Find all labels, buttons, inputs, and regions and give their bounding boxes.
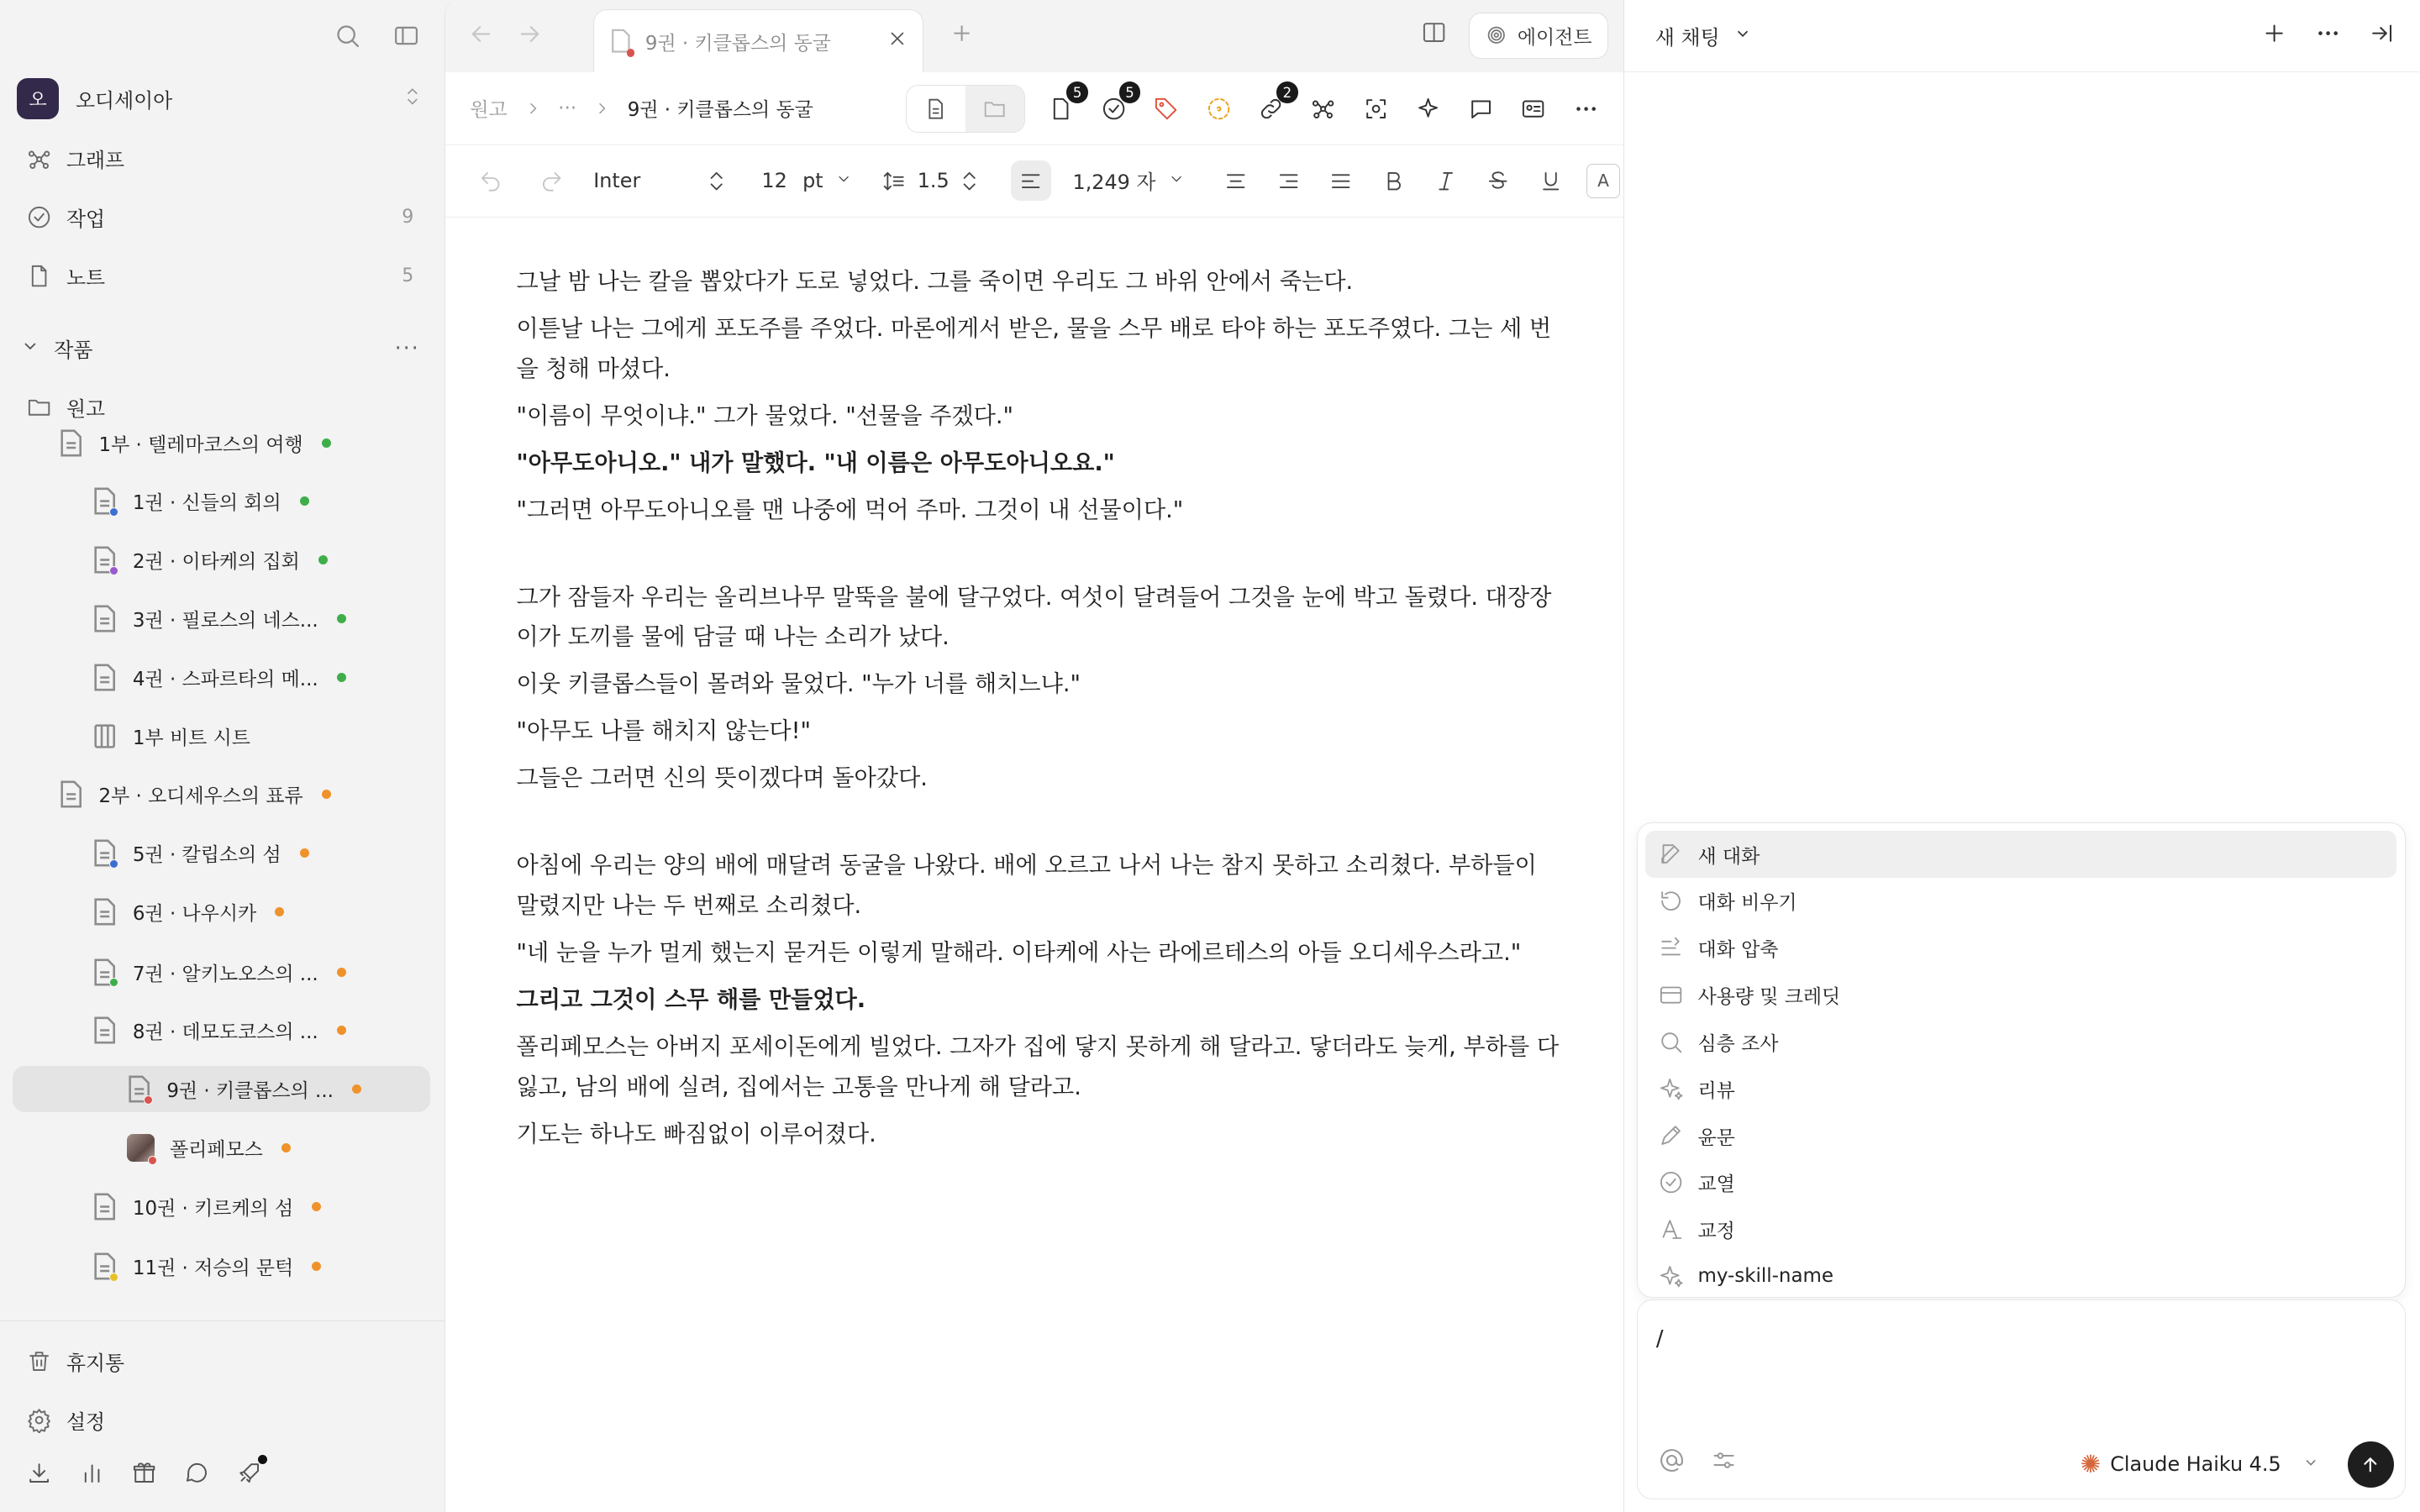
tree-item[interactable]	[92, 830, 413, 876]
italic-icon[interactable]	[1426, 160, 1466, 201]
tree-item-label: 9권 · 키클롭스의 ...	[166, 1080, 334, 1103]
chat-bubble-icon[interactable]	[184, 1460, 210, 1492]
nav-notes[interactable]	[26, 258, 413, 295]
status-dot	[300, 848, 309, 858]
notification-dot	[258, 1455, 267, 1464]
claude-sparkle-icon: ✺	[2080, 1450, 2102, 1479]
footer-icons	[26, 1460, 262, 1492]
breadcrumb-current: 9권 · 키클롭스의 동굴	[627, 99, 813, 122]
spiral-icon	[1485, 24, 1508, 47]
stats-icon[interactable]	[79, 1460, 105, 1492]
tree-item-label: 2부 · 오디세우스의 표류	[98, 785, 303, 808]
chevron-down-icon[interactable]	[1720, 24, 1753, 48]
status-dot	[352, 1084, 361, 1094]
nav-trash[interactable]	[26, 1343, 413, 1380]
align-justify-icon[interactable]	[1321, 160, 1361, 201]
chevron-down-icon	[20, 336, 54, 361]
breadcrumb	[445, 72, 1623, 144]
editor	[445, 0, 1623, 1512]
more-icon[interactable]: ···	[394, 336, 420, 362]
character-count[interactable]: 1,249 자	[1072, 171, 1156, 195]
document-icon	[59, 429, 83, 457]
command-item[interactable]	[1645, 1112, 2396, 1159]
document-icon	[92, 958, 117, 986]
tree-item-label: 8권 · 데모도코스의 ...	[132, 1021, 318, 1044]
tree-item-label: 폴리페모스	[170, 1139, 263, 1161]
files-badge: 5	[1066, 81, 1088, 103]
command-label: 사용량 및 크레딧	[1697, 986, 1841, 1009]
composer-tools	[1658, 1446, 1738, 1480]
tree-item-label: 2권 · 이타케의 집회	[132, 551, 300, 574]
document-icon	[92, 546, 117, 574]
tree-item[interactable]	[92, 478, 413, 524]
nav-label: 휴지통	[66, 1351, 125, 1375]
chat-input[interactable]: /	[1655, 1326, 1664, 1352]
workspace-avatar: 오	[17, 78, 59, 120]
strikethrough-icon[interactable]	[1478, 160, 1518, 201]
tasks-badge: 5	[1119, 81, 1141, 103]
beat-sheet-icon	[92, 722, 117, 750]
gift-icon[interactable]	[131, 1460, 157, 1492]
tree-item-label: 1권 · 신들의 회의	[132, 492, 281, 515]
tree-item-label: 11권 · 저승의 문턱	[132, 1257, 294, 1280]
paragraph[interactable]: 기도는 하나도 빠짐없이 이루어졌다.	[516, 1121, 876, 1147]
agent-button[interactable]	[1469, 13, 1608, 59]
files-icon[interactable]	[1045, 84, 1082, 125]
status-dot	[337, 614, 346, 623]
paragraph[interactable]: 그가 잠들자 우리는 올리브나무 말뚝을 불에 달구었다. 여섯이 달려들어 그것을 눈에 박고 돌렸다. 대장장이가 도끼를 물에 담글 때 나는 소리가 났다.	[516, 584, 1552, 651]
chevron-updown-icon	[950, 160, 990, 201]
tasks-icon[interactable]	[1097, 84, 1134, 125]
paragraph[interactable]: "아무도아니오." 내가 말했다. "내 이름은 아무도아니오요."	[516, 449, 1115, 476]
command-label: 교정	[1697, 1221, 1735, 1243]
tree-item-label: 3권 · 필로스의 네스...	[132, 610, 318, 633]
plus-icon[interactable]	[2261, 20, 2287, 51]
nav-label: 그래프	[66, 149, 125, 173]
document-icon	[92, 1252, 117, 1280]
tree-item[interactable]	[92, 713, 413, 759]
tree-item[interactable]	[59, 420, 413, 466]
align-center-icon[interactable]	[1216, 160, 1256, 201]
command-item[interactable]	[1645, 1018, 2396, 1065]
view-toggle	[906, 85, 1025, 133]
chevron-updown-icon	[697, 160, 737, 201]
document-icon	[92, 664, 117, 691]
arrow-right-icon[interactable]	[516, 20, 544, 54]
nav-label: 작업	[66, 207, 106, 231]
workspace-name: 오디세이아	[75, 88, 173, 113]
command-item[interactable]	[1645, 925, 2396, 972]
graph-icon	[26, 146, 52, 172]
paragraph[interactable]: 이튿날 나는 그에게 포도주를 주었다. 마론에게서 받은, 물을 스무 배로 타야 하는 포도주였다. 그는 세 번을 청해 마셨다.	[516, 316, 1552, 382]
tree-item[interactable]	[92, 537, 413, 583]
gear-icon	[26, 1407, 52, 1433]
tree-item-label: 10권 · 키르케의 섬	[132, 1197, 294, 1220]
sparkle-icon[interactable]	[1413, 92, 1445, 125]
status-dot	[337, 673, 346, 682]
sparkle-icon	[1658, 1263, 1684, 1289]
bold-icon[interactable]	[1373, 160, 1413, 201]
tree-item[interactable]	[92, 1184, 413, 1230]
sidebar-footer	[0, 1320, 445, 1512]
document-icon	[92, 605, 117, 633]
chevron-right-icon	[593, 94, 610, 123]
more-icon[interactable]	[2315, 20, 2341, 51]
workspace-switcher[interactable]	[17, 79, 423, 119]
paragraph[interactable]: "네 눈을 누가 멀게 했는지 묻거든 이렇게 말해라. 이타케에 사는 라에르테스의 아들 오디세우스라고."	[516, 939, 1522, 966]
command-label: 심층 조사	[1697, 1032, 1779, 1055]
sidebar	[0, 0, 445, 1512]
tree-item-label: 6권 · 나우시카	[132, 902, 257, 925]
status-dot	[312, 1202, 321, 1211]
more-icon[interactable]	[1570, 92, 1602, 125]
undo-icon[interactable]	[470, 160, 510, 201]
document-icon	[92, 1193, 117, 1221]
line-height-value[interactable]: 1.5	[917, 169, 950, 193]
edit-icon	[1658, 841, 1684, 867]
tree-item[interactable]	[92, 949, 413, 995]
new-tab-icon[interactable]	[949, 20, 975, 52]
compress-icon	[1658, 935, 1684, 961]
status-dot	[275, 907, 284, 916]
split-view-icon[interactable]	[1421, 19, 1447, 51]
nav-count: 9	[402, 207, 414, 228]
status-dot	[337, 1026, 346, 1035]
font-family-select[interactable]: Inter	[593, 169, 641, 193]
nav-tasks[interactable]	[26, 199, 413, 236]
tabbar-actions	[1421, 13, 1608, 59]
font-size-value[interactable]: 12	[761, 169, 787, 193]
send-button[interactable]	[2348, 1441, 2394, 1488]
arrow-up-icon	[2360, 1454, 2381, 1476]
tab-bar	[445, 0, 1623, 72]
nav-settings[interactable]	[26, 1402, 413, 1439]
command-item[interactable]	[1645, 831, 2396, 878]
sliders-icon[interactable]	[1710, 1446, 1738, 1480]
search-icon	[1658, 1029, 1684, 1055]
collapse-panel-icon[interactable]	[2369, 20, 2395, 51]
align-right-icon[interactable]	[1269, 160, 1309, 201]
chat-header-actions	[2261, 20, 2396, 51]
nav-graph[interactable]	[26, 140, 413, 177]
status-dot	[322, 790, 331, 799]
tree-item[interactable]	[59, 771, 413, 817]
status-dot	[337, 968, 346, 977]
tree-item[interactable]	[92, 889, 413, 935]
command-label: 대화 비우기	[1697, 892, 1797, 915]
command-item[interactable]	[1645, 878, 2396, 925]
character-thumbnail	[127, 1134, 155, 1162]
tree-item[interactable]	[92, 1243, 413, 1289]
nav-label: 노트	[66, 265, 106, 290]
folder-view-icon[interactable]	[965, 86, 1024, 132]
paragraph[interactable]: 그리고 그것이 스무 해를 만들었다.	[516, 986, 866, 1013]
status-dot	[322, 438, 331, 448]
command-label: 새 대화	[1697, 845, 1760, 868]
document-icon	[59, 780, 83, 808]
format-toolbar	[445, 145, 1623, 218]
blank-line	[516, 538, 1561, 578]
align-left-icon[interactable]	[1011, 160, 1051, 201]
card-icon	[1658, 982, 1684, 1008]
document-icon	[610, 29, 632, 53]
search-icon[interactable]	[330, 18, 364, 52]
chevron-right-icon	[524, 94, 541, 123]
paragraph[interactable]: 그들은 그러면 신의 뜻이겠다며 돌아갔다.	[516, 765, 928, 792]
document-icon	[92, 898, 117, 926]
paragraph[interactable]: "그러면 아무도아니오를 맨 나중에 먹어 주마. 그것이 내 선물이다."	[516, 496, 1184, 523]
text-color-button[interactable]: A	[1586, 164, 1620, 197]
rotate-icon	[1658, 888, 1684, 914]
tree-item-label: 4권 · 스파르타의 메...	[132, 668, 318, 690]
nav-count: 5	[402, 265, 414, 287]
tag-icon[interactable]	[1150, 92, 1182, 125]
status-dot	[300, 496, 309, 506]
model-name: Claude Haiku 4.5	[2110, 1452, 2281, 1477]
chat-title[interactable]: 새 채팅	[1655, 25, 1720, 50]
tree-item-label: 1부 비트 시트	[132, 727, 250, 749]
check-circle-icon	[1658, 1169, 1684, 1195]
command-item[interactable]	[1645, 972, 2396, 1019]
rocket-icon[interactable]	[236, 1460, 262, 1492]
document-view-icon[interactable]	[907, 86, 965, 132]
document-icon	[92, 1016, 117, 1044]
chat-panel	[1623, 0, 2420, 1512]
redo-icon[interactable]	[532, 160, 572, 201]
chevron-updown-icon	[402, 85, 424, 113]
paragraph[interactable]: "이름이 무엇이냐." 그가 물었다. "선물을 주겠다."	[516, 402, 1014, 429]
command-item[interactable]	[1645, 1206, 2396, 1253]
type-icon	[1658, 1216, 1684, 1242]
section-works[interactable]	[20, 330, 420, 367]
chevron-down-icon[interactable]	[823, 169, 853, 192]
at-mention-icon[interactable]	[1658, 1446, 1686, 1480]
tree-item-label: 5권 · 칼립소의 섬	[132, 844, 281, 867]
status-icon[interactable]	[1202, 92, 1235, 125]
paragraph[interactable]: 그날 밤 나는 칼을 뽑았다가 도로 넣었다. 그를 죽이면 우리도 그 바위 안에서 죽는다.	[516, 269, 1354, 296]
slash-command-menu	[1637, 822, 2406, 1298]
status-dot	[281, 1143, 291, 1152]
breadcrumb-root[interactable]: 원고	[470, 99, 508, 122]
paragraph[interactable]: 아침에 우리는 양의 배에 매달려 동굴을 나왔다. 배에 오르고 나서 나는 참지 못하고 소리쳤다. 부하들이 말렸지만 나는 두 번째로 소리쳤다.	[516, 853, 1537, 919]
document-icon	[127, 1075, 151, 1103]
line-height-icon	[874, 160, 914, 201]
trash-icon	[26, 1348, 52, 1374]
note-icon	[26, 263, 52, 289]
folder-label: 원고	[66, 396, 106, 421]
sidebar-top-actions	[330, 18, 423, 52]
download-icon[interactable]	[26, 1460, 52, 1492]
model-selector[interactable]	[2081, 1450, 2320, 1478]
chat-composer[interactable]	[1637, 1299, 2406, 1500]
nav-label: 설정	[66, 1410, 106, 1434]
paragraph[interactable]: 폴리페모스는 아버지 포세이돈에게 빌었다. 그자가 집에 닿지 못하게 해 달라고. 닿더라도 늦게, 부하를 다 잃고, 남의 배에 실려, 집에서는 고통을 만나게 해 달라고.	[516, 1033, 1560, 1100]
arrow-left-icon[interactable]	[467, 20, 495, 54]
breadcrumb-ellipsis[interactable]: ···	[558, 97, 577, 119]
tree-item[interactable]	[13, 1066, 431, 1112]
tree-item[interactable]	[92, 654, 413, 701]
sidebar-toggle-icon[interactable]	[389, 18, 423, 52]
chevron-down-icon[interactable]	[1155, 169, 1185, 192]
tree-item-label: 1부 · 텔레마코스의 여행	[98, 433, 303, 456]
command-label: 윤문	[1697, 1126, 1735, 1149]
tab-title: 9권 · 키클롭스의 동굴	[644, 32, 831, 55]
command-item[interactable]	[1645, 1253, 2396, 1300]
command-item[interactable]	[1645, 1065, 2396, 1112]
document-body[interactable]	[516, 262, 1561, 1162]
folder-icon	[26, 394, 52, 420]
paragraph[interactable]: 이웃 키클롭스들이 몰려와 물었다. "누가 너를 해치느냐."	[516, 671, 1081, 698]
tab-active-document[interactable]	[593, 9, 923, 72]
focus-icon[interactable]	[1360, 92, 1392, 125]
tree-item[interactable]	[127, 1125, 414, 1171]
tree-item[interactable]	[92, 1007, 413, 1053]
pen-icon	[1658, 1122, 1684, 1148]
check-circle-icon	[26, 204, 52, 230]
document-icon	[92, 487, 117, 515]
history-nav	[467, 20, 544, 54]
document-toolbar	[906, 85, 1602, 133]
section-label: 작품	[54, 339, 93, 363]
blank-line	[516, 806, 1561, 846]
graph-icon[interactable]	[1307, 92, 1340, 125]
command-label: 리뷰	[1697, 1079, 1735, 1102]
command-label: 교열	[1697, 1173, 1735, 1196]
status-dot	[318, 555, 328, 564]
id-card-icon[interactable]	[1518, 92, 1550, 125]
close-icon[interactable]	[887, 29, 908, 54]
sparkle-icon	[1658, 1076, 1684, 1102]
link-icon[interactable]	[1255, 84, 1292, 125]
command-label: my-skill-name	[1697, 1265, 1833, 1288]
links-badge: 2	[1276, 81, 1298, 103]
paragraph[interactable]: "아무도 나를 해치지 않는다!"	[516, 718, 811, 745]
agent-label: 에이전트	[1517, 26, 1592, 49]
underline-icon[interactable]	[1531, 160, 1571, 201]
document-icon	[92, 839, 117, 867]
command-item[interactable]	[1645, 1159, 2396, 1206]
tree-item-label: 7권 · 알키노오스의 ...	[132, 963, 318, 985]
chevron-down-icon	[2281, 1452, 2320, 1476]
comment-icon[interactable]	[1465, 92, 1497, 125]
tree-item[interactable]	[92, 596, 413, 642]
font-size-unit: pt	[802, 169, 823, 193]
chat-header	[1624, 0, 2420, 72]
command-label: 대화 압축	[1697, 939, 1779, 962]
status-dot	[312, 1262, 321, 1271]
